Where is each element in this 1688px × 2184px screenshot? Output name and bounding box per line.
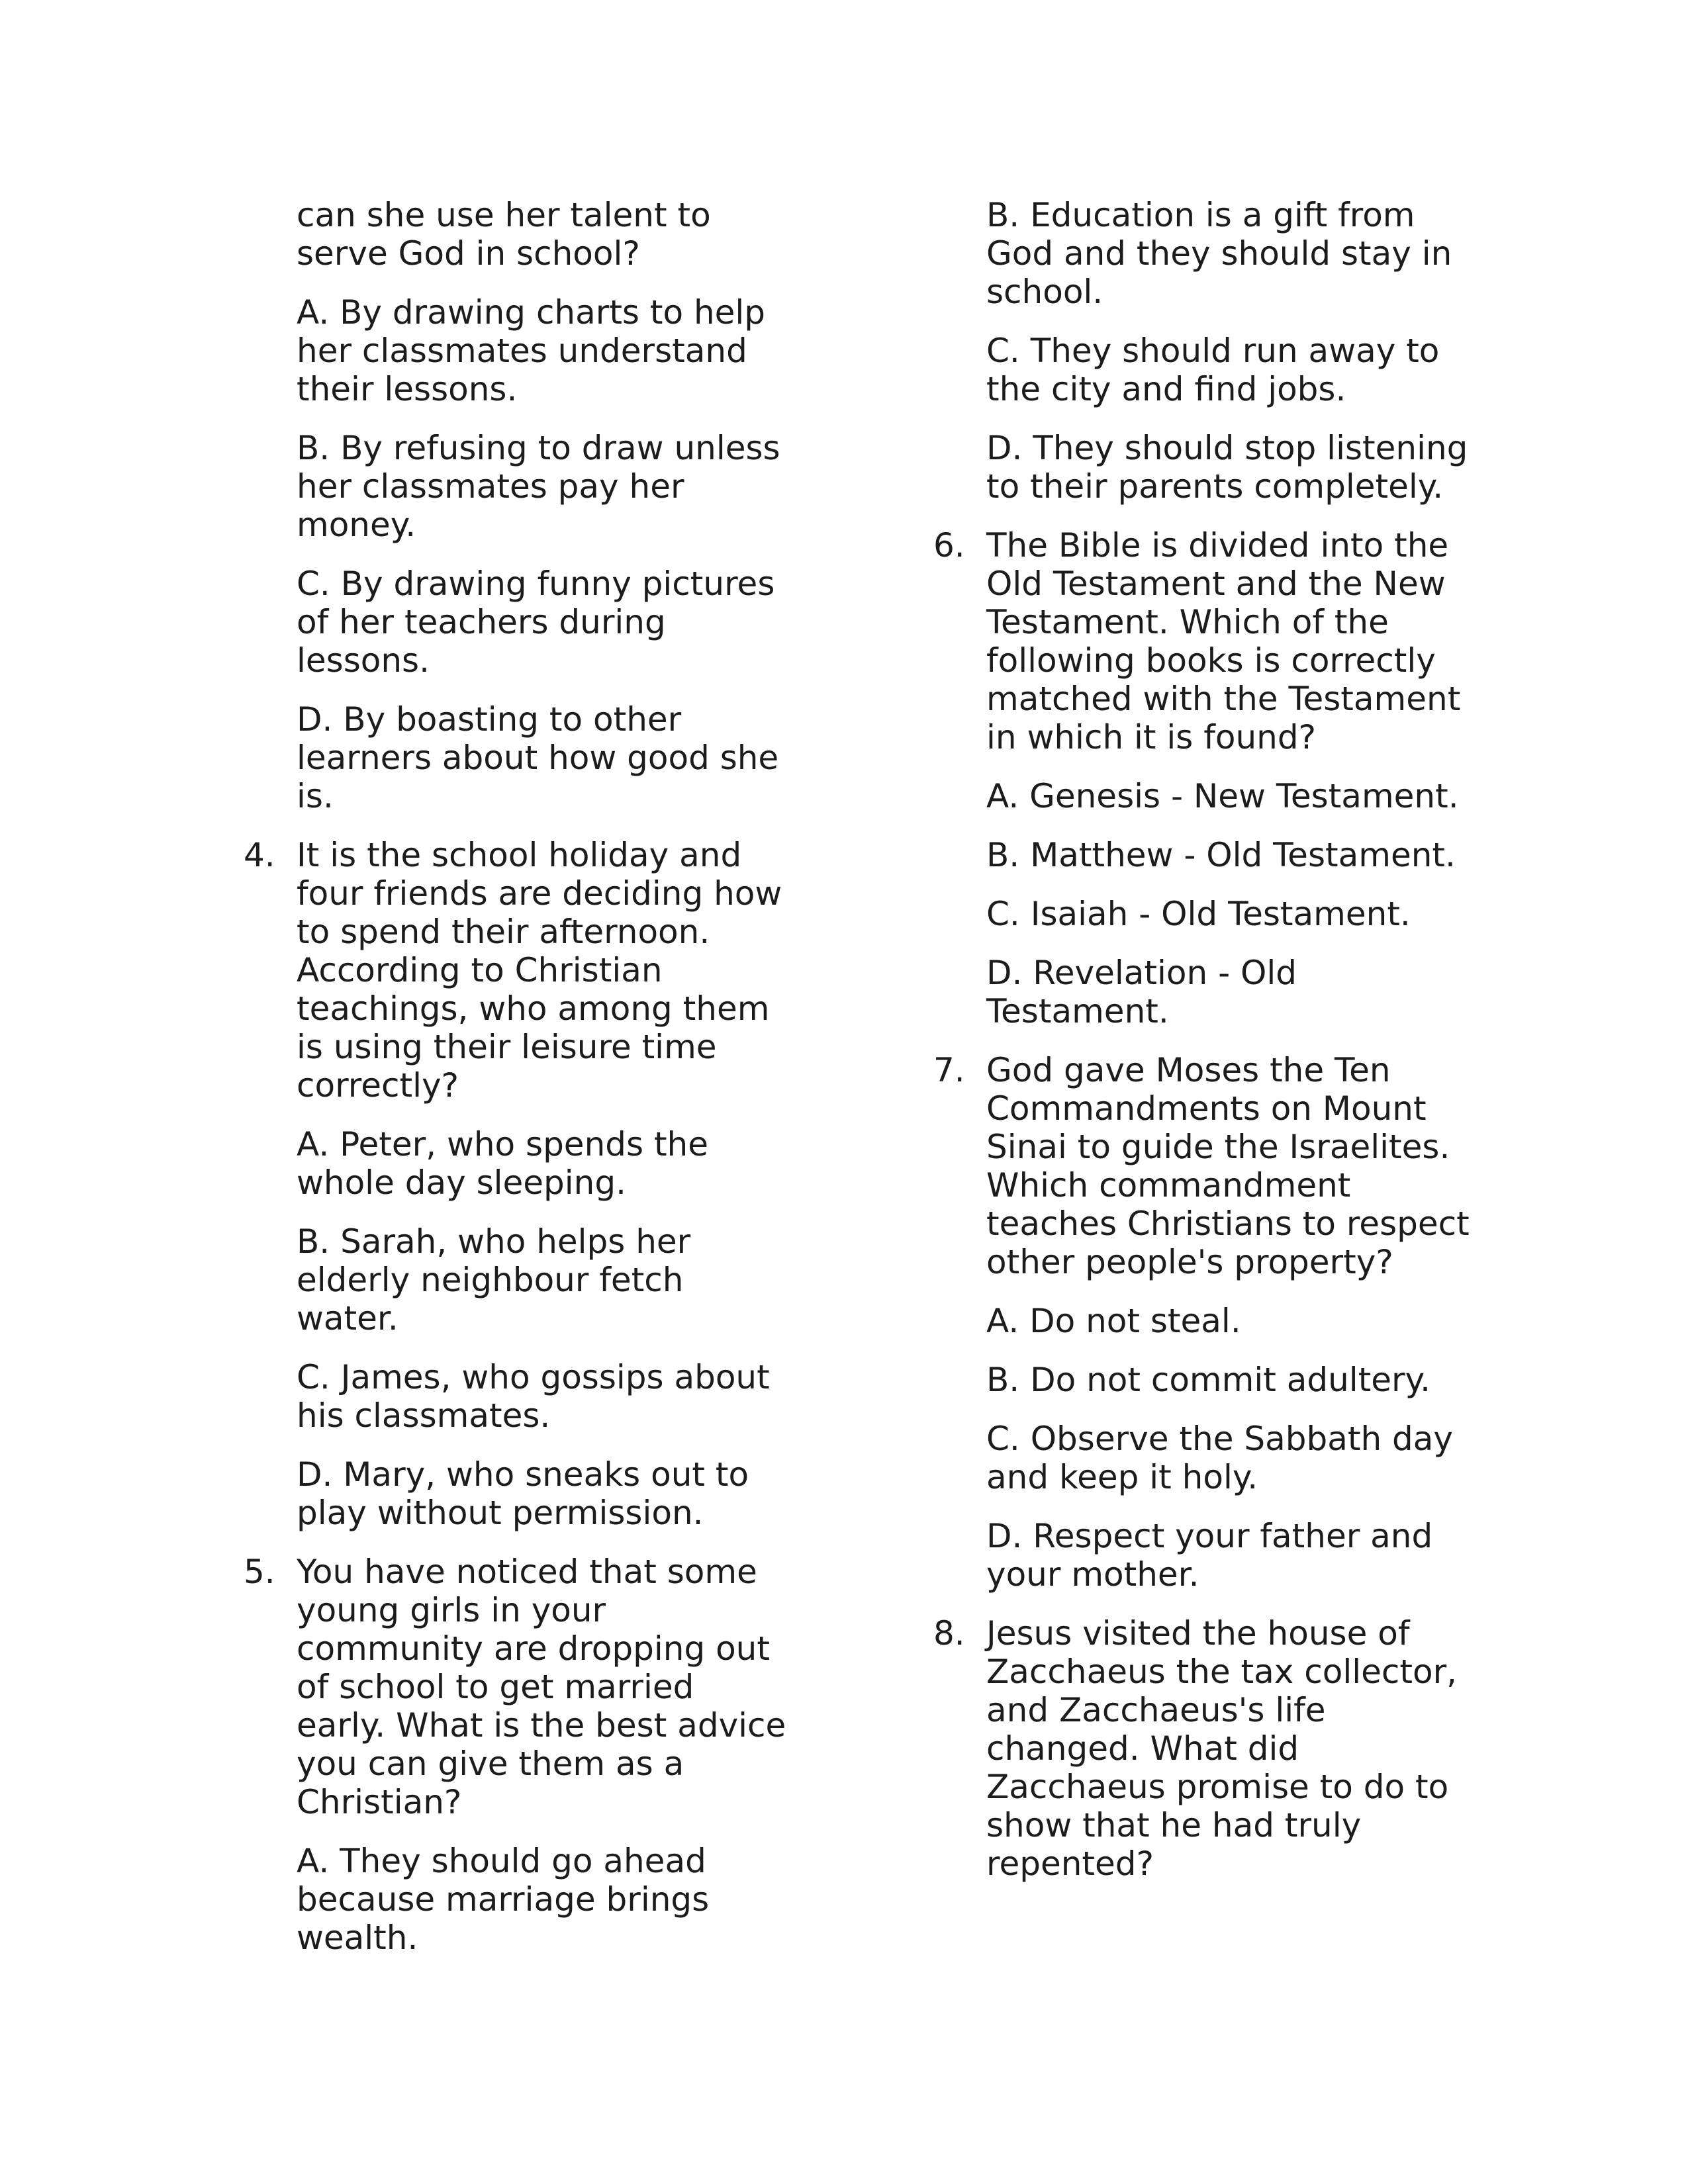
question-5-option-b: B. Education is a gift from God and they should stay in school. (986, 196, 1452, 311)
question-5-option-a: A. They should go ahead because marriage brings wealth. (297, 1842, 710, 1957)
question-4-option-c: C. James, who gossips about his classmates. (297, 1358, 770, 1435)
question-4-stem: It is the school holiday and four friends are deciding how to spend their afternoon. According to Christian teachings, who among them is using their leisure time correctly? (297, 836, 782, 1105)
question-3-option-d: D. By boasting to other learners about how good she is. (297, 700, 779, 815)
question-7-option-a: A. Do not steal. (986, 1302, 1241, 1340)
question-7 (933, 1051, 1516, 1594)
question-8 (933, 1614, 1516, 1883)
question-5 (244, 1553, 806, 1957)
question-3-option-b: B. By refusing to draw unless her classmates pay her money. (297, 429, 780, 544)
question-7-option-b: B. Do not commit adultery. (986, 1361, 1430, 1399)
question-4 (244, 836, 806, 1532)
question-7-option-c: C. Observe the Sabbath day and keep it holy. (986, 1420, 1454, 1496)
question-6-stem: The Bible is divided into the Old Testament and the New Testament. Which of the following books is correctly matched with the Testament in which it is found? (986, 526, 1461, 756)
question-7-option-d: D. Respect your father and your mother. (986, 1517, 1433, 1594)
question-5-stem: You have noticed that some young girls in your community are dropping out of school to get married early. What is the best advice you can give them as a Christian? (297, 1553, 786, 1821)
question-5-option-d: D. They should stop listening to their parents completely. (986, 429, 1468, 506)
question-5-continuation (933, 196, 1516, 506)
question-6-option-d: D. Revelation - Old Testament. (986, 954, 1297, 1030)
question-6 (933, 526, 1516, 1030)
question-3-continuation (244, 196, 806, 815)
question-3-option-c: C. By drawing funny pictures of her teachers during lessons. (297, 565, 775, 680)
question-4-option-a: A. Peter, who spends the whole day sleeping. (297, 1125, 708, 1202)
question-8-number: 8. (933, 1614, 965, 1653)
question-4-option-b: B. Sarah, who helps her elderly neighbour fetch water. (297, 1222, 691, 1338)
question-5-number: 5. (244, 1553, 275, 1591)
question-3-option-a: A. By drawing charts to help her classmates understand their lessons. (297, 293, 766, 408)
question-6-number: 6. (933, 526, 965, 565)
question-6-option-a: A. Genesis - New Testament. (986, 777, 1459, 815)
question-6-option-b: B. Matthew - Old Testament. (986, 836, 1456, 874)
question-7-number: 7. (933, 1051, 965, 1089)
question-8-stem: Jesus visited the house of Zacchaeus the tax collector, and Zacchaeus's life changed. What did Zacchaeus promise to do to show that he had truly repented? (986, 1614, 1458, 1883)
question-7-stem: God gave Moses the Ten Commandments on Mount Sinai to guide the Israelites. Which commandment teaches Christians to respect other people's property? (986, 1051, 1470, 1281)
question-4-number: 4. (244, 836, 275, 874)
question-4-option-d: D. Mary, who sneaks out to play without permission. (297, 1455, 749, 1532)
left-column (244, 196, 806, 1978)
question-5-option-c: C. They should run away to the city and find jobs. (986, 332, 1440, 408)
question-3-stem-continuation: can she use her talent to serve God in school? (297, 196, 711, 273)
question-6-option-c: C. Isaiah - Old Testament. (986, 895, 1411, 933)
right-column (933, 196, 1516, 1903)
